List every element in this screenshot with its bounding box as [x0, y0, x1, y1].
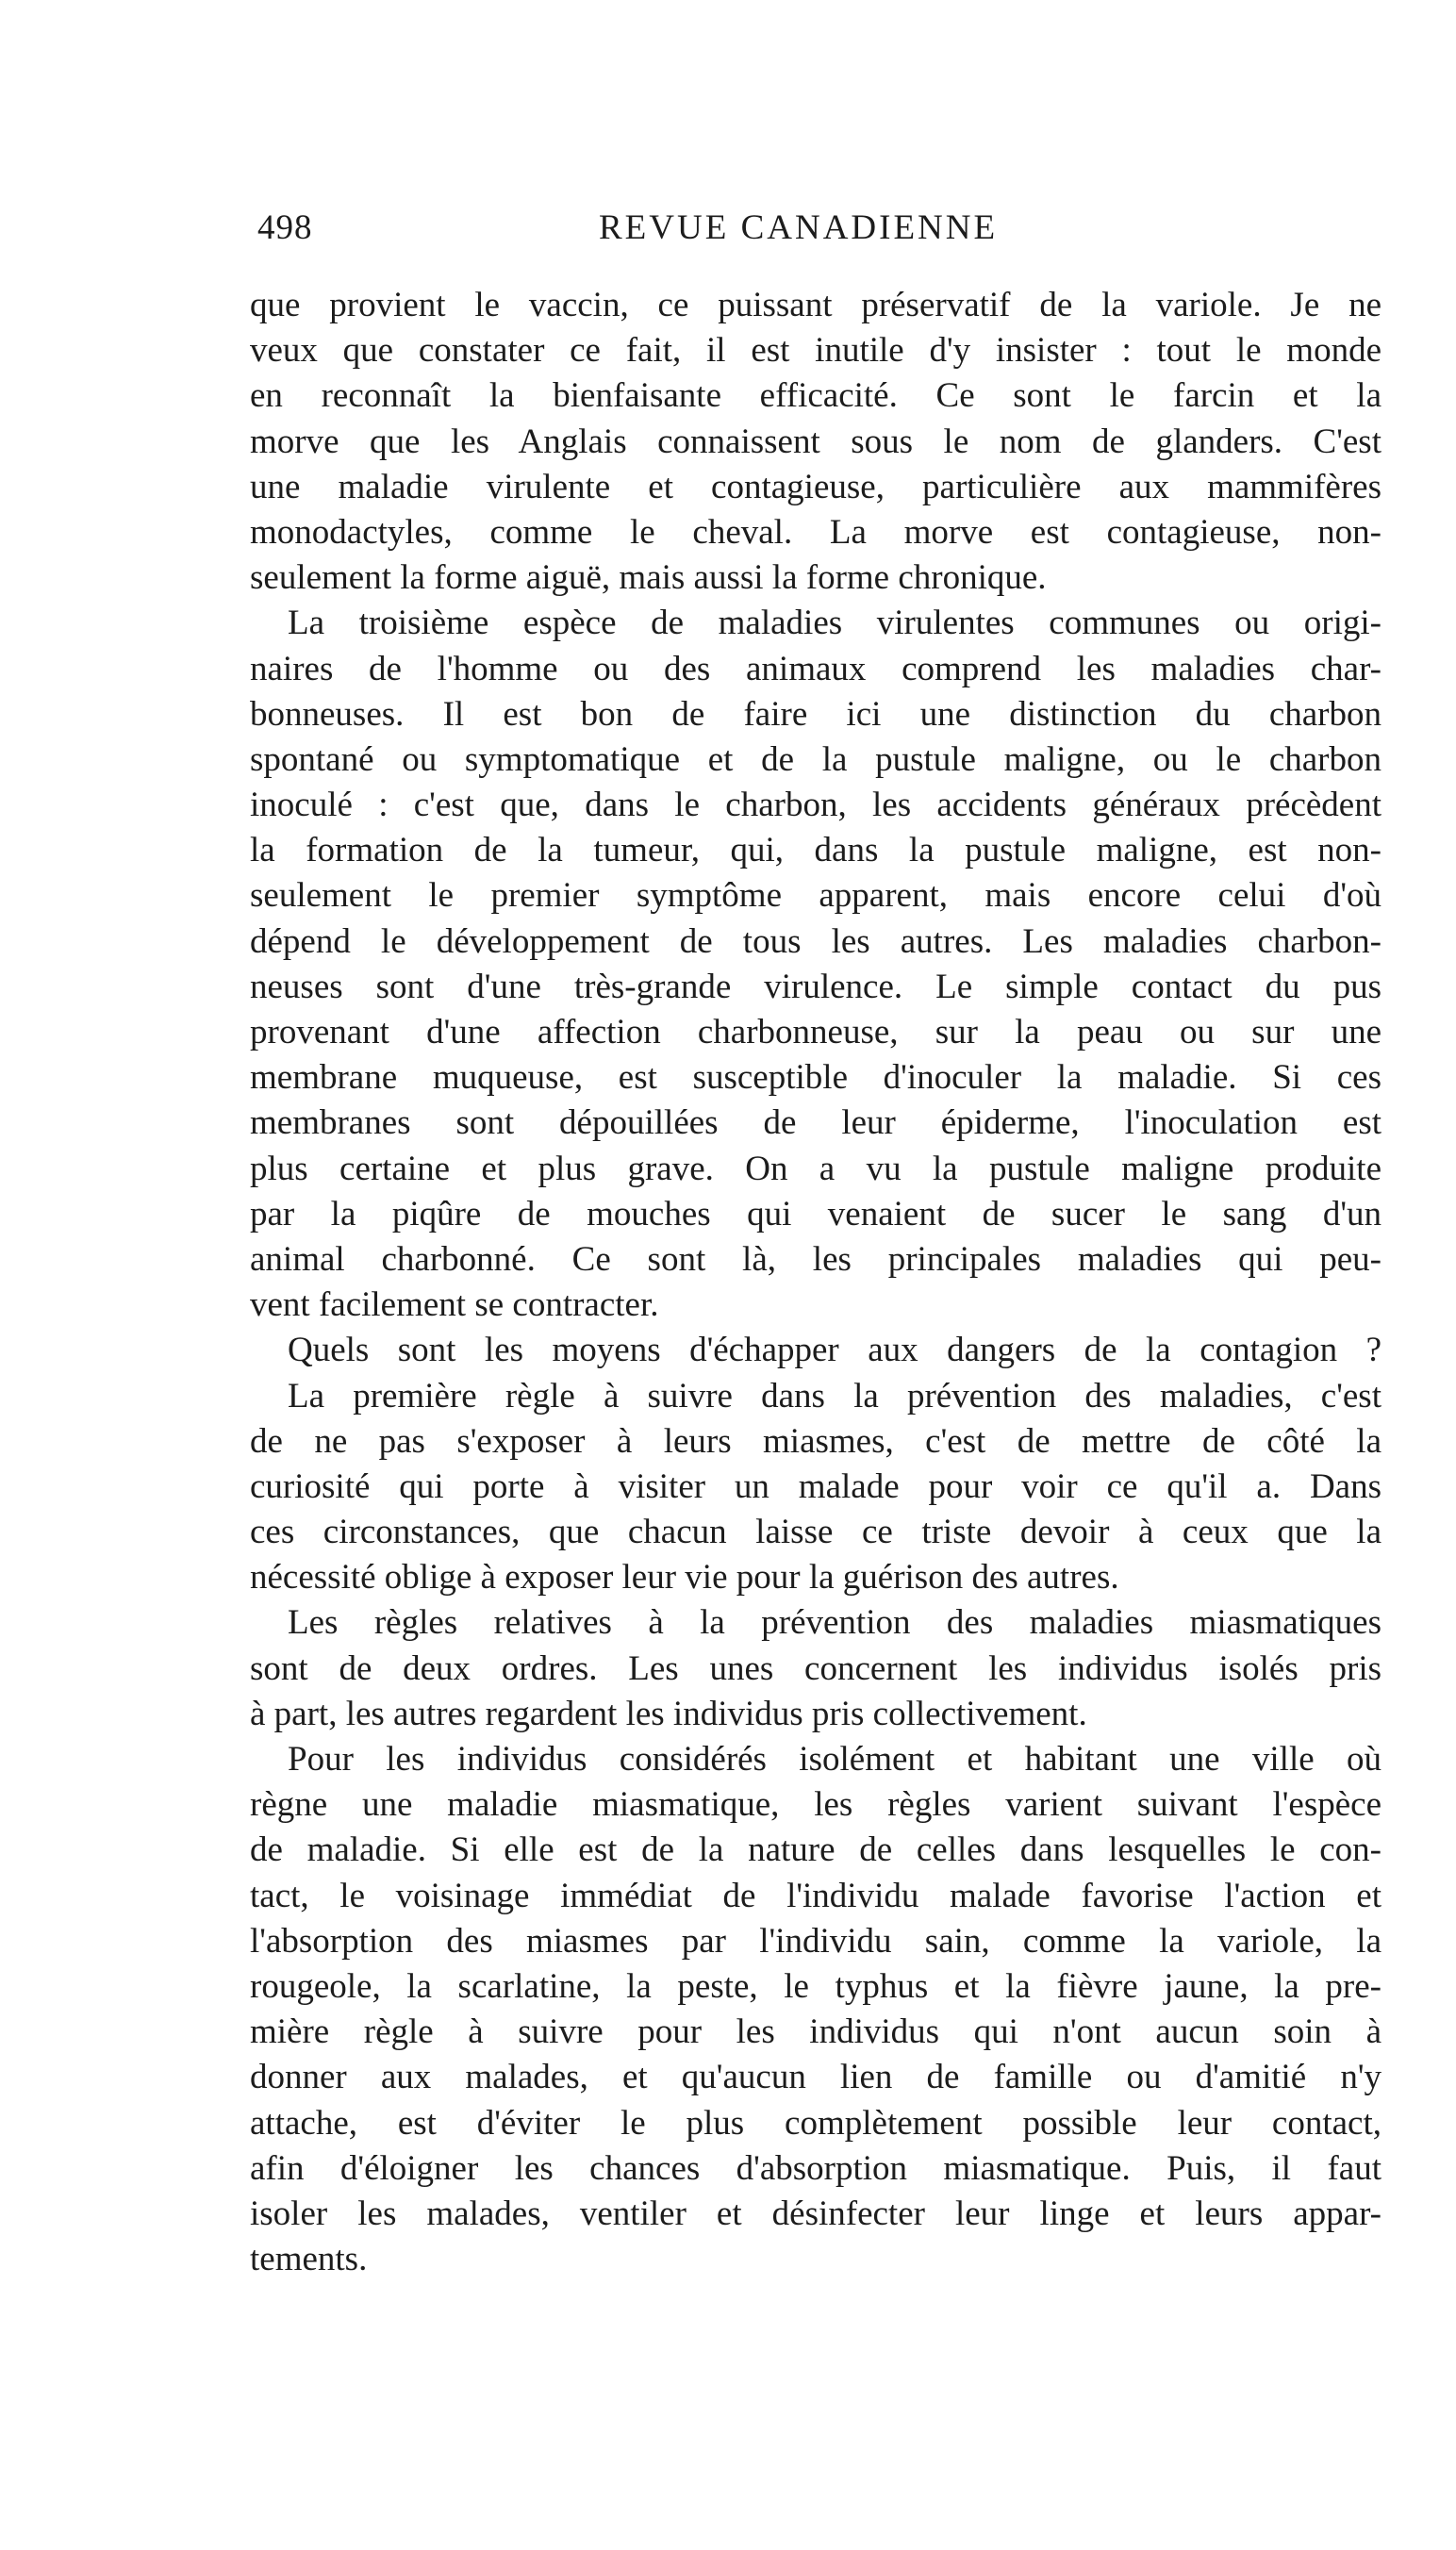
text-line: ces circonstances, que chacun laisse ce triste devoir à ceux que la	[250, 1513, 1382, 1552]
text-line: seulement la forme aiguë, mais aussi la forme chronique.	[250, 558, 1047, 598]
text-line: inoculé : c'est que, dans le charbon, les accidents généraux précèdent	[250, 786, 1382, 825]
journal-title: REVUE CANADIENNE	[599, 208, 999, 247]
text-line: tact, le voisinage immédiat de l'individu malade favorise l'action et	[250, 1876, 1382, 1915]
text-line: que provient le vaccin, ce puissant préservatif de la variole. Je ne	[250, 286, 1382, 324]
text-line: la formation de la tumeur, qui, dans la pustule maligne, est non-	[250, 831, 1382, 870]
text-line: mière règle à suivre pour les individus qui n'ont aucun soin à	[250, 2012, 1382, 2052]
text-line: l'absorption des miasmes par l'individu sain, comme la variole, la	[250, 1921, 1382, 1961]
page-number: 498	[257, 208, 313, 247]
text-line: La troisième espèce de maladies virulentes communes ou origi-	[288, 604, 1382, 643]
text-line: Pour les individus considérés isolément et habitant une ville où	[288, 1740, 1382, 1779]
running-head	[250, 207, 1042, 255]
text-line: sont de deux ordres. Les unes concernent les individus isolés pris	[250, 1648, 1382, 1688]
text-line: membranes sont dépouillées de leur épiderme, l'inoculation est	[250, 1103, 1382, 1143]
text-line: à part, les autres regardent les individus pris collectivement.	[250, 1694, 1087, 1733]
text-line: nécessité oblige à exposer leur vie pour la guérison des autres.	[250, 1558, 1119, 1598]
text-line: par la piqûre de mouches qui venaient de sucer le sang d'un	[250, 1194, 1382, 1234]
text-line: règne une maladie miasmatique, les règles varient suivant l'espèce	[250, 1785, 1382, 1825]
text-line: spontané ou symptomatique et de la pustule maligne, ou le charbon	[250, 739, 1382, 779]
body-text	[250, 283, 1382, 2282]
text-line: veux que constater ce fait, il est inutile d'y insister : tout le monde	[250, 331, 1382, 371]
text-line: de maladie. Si elle est de la nature de celles dans lesquelles le con-	[250, 1830, 1382, 1870]
text-line: vent facilement se contracter.	[250, 1285, 659, 1325]
text-line: neuses sont d'une très-grande virulence. Le simple contact du pus	[250, 967, 1382, 1006]
text-line: provenant d'une affection charbonneuse, sur la peau ou sur une	[250, 1013, 1382, 1051]
text-line: donner aux malades, et qu'aucun lien de famille ou d'amitié n'y	[250, 2058, 1382, 2097]
text-line: bonneuses. Il est bon de faire ici une distinction du charbon	[250, 694, 1382, 734]
text-line: Quels sont les moyens d'échapper aux dangers de la contagion ?	[288, 1331, 1382, 1370]
text-line: tements.	[250, 2240, 368, 2279]
text-line: seulement le premier symptôme apparent, mais encore celui d'où	[250, 876, 1382, 916]
text-line: Les règles relatives à la prévention des maladies miasmatiques	[288, 1603, 1382, 1643]
text-line: curiosité qui porte à visiter un malade pour voir ce qu'il a. Dans	[250, 1466, 1382, 1506]
text-line: plus certaine et plus grave. On a vu la pustule maligne produite	[250, 1149, 1382, 1188]
text-line: attache, est d'éviter le plus complètement possible leur contact,	[250, 2103, 1382, 2143]
text-line: animal charbonné. Ce sont là, les principales maladies qui peu-	[250, 1239, 1382, 1279]
text-line: La première règle à suivre dans la prévention des maladies, c'est	[288, 1376, 1382, 1416]
text-line: monodactyles, comme le cheval. La morve est contagieuse, non-	[250, 512, 1382, 552]
text-line: membrane muqueuse, est susceptible d'inoculer la maladie. Si ces	[250, 1058, 1382, 1098]
text-line: rougeole, la scarlatine, la peste, le typhus et la fièvre jaune, la pre-	[250, 1966, 1382, 2006]
text-line: en reconnaît la bienfaisante efficacité. Ce sont le farcin et la	[250, 376, 1382, 416]
text-line: afin d'éloigner les chances d'absorption miasmatique. Puis, il faut	[250, 2148, 1382, 2188]
text-line: morve que les Anglais connaissent sous le nom de glanders. C'est	[250, 422, 1382, 461]
text-line: de ne pas s'exposer à leurs miasmes, c'est de mettre de côté la	[250, 1421, 1382, 1461]
text-line: isoler les malades, ventiler et désinfecter leur linge et leurs appar-	[250, 2194, 1382, 2233]
text-line: dépend le développement de tous les autres. Les maladies charbon-	[250, 921, 1382, 961]
text-line: une maladie virulente et contagieuse, particulière aux mammifères	[250, 467, 1382, 506]
text-line: naires de l'homme ou des animaux comprend les maladies char-	[250, 649, 1382, 688]
